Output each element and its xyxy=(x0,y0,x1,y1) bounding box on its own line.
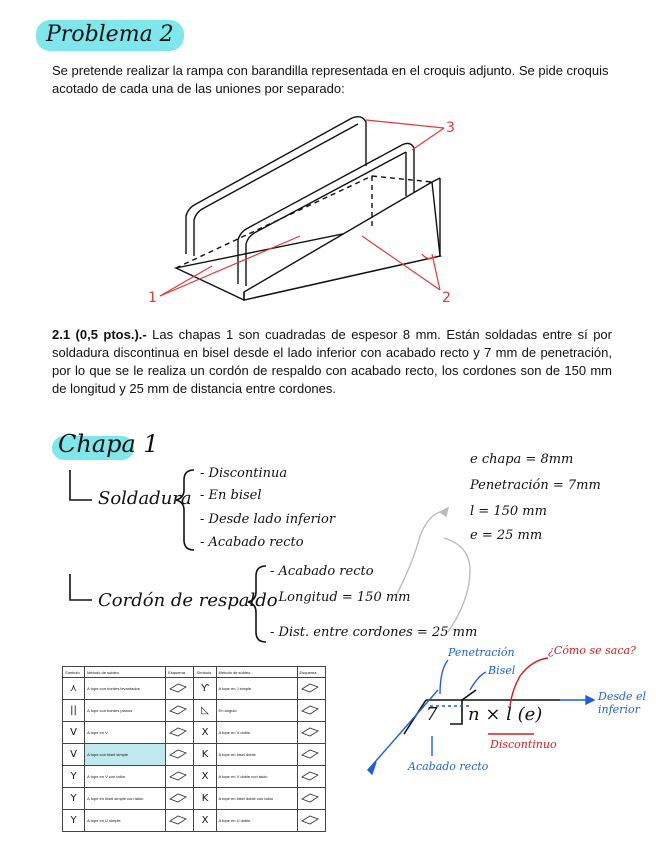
header-scheme-1: Esquema xyxy=(166,667,194,678)
method-cell: A tope en J simple xyxy=(216,678,297,700)
como-annotation: ¿Cómo se saca? xyxy=(548,644,636,657)
symbol-formula: n × l (e) xyxy=(468,704,543,725)
soldadura-item-4: - Acabado recto xyxy=(200,535,304,550)
e-note: e = 25 mm xyxy=(470,528,543,543)
header-method-2: Método de soldeo xyxy=(216,667,297,678)
acabado-annotation: Acabado recto xyxy=(408,760,489,773)
chapa-heading: Chapa 1 xyxy=(58,430,159,458)
method-cell: A tope en V xyxy=(85,722,166,744)
soldadura-label: Soldadura xyxy=(98,488,192,509)
method-cell: A tope en U simple xyxy=(85,810,166,832)
method-cell: A tope en U doble xyxy=(216,810,297,832)
question-text: Las chapas 1 son cuadradas de espesor 8 mm. Están soldadas entre sí por soldadura discontinua en bisel desde el lado inferior con acabado recto y 7 mm de penetración, por lo que se le realiza un cordón de respaldo con acabado recto, los cordones son de 150 mm de longitud y 25 mm de distancia entre cordones. xyxy=(52,327,612,396)
scheme-cell xyxy=(166,788,194,810)
label-2: 2 xyxy=(442,290,451,306)
penetracion-note: Penetración = 7mm xyxy=(470,478,601,493)
scheme-cell xyxy=(297,700,325,722)
discontinuo-annotation: Discontinuo xyxy=(490,738,557,751)
weld-symbols-table xyxy=(62,666,326,832)
header-symbol-1: Símbolo xyxy=(63,667,85,678)
scheme-cell xyxy=(166,678,194,700)
scheme-cell xyxy=(297,810,325,832)
cordon-label: Cordón de respaldo xyxy=(98,590,278,611)
symbol-cell: X xyxy=(194,722,216,744)
cordon-item-2: - Longitud = 150 mm xyxy=(270,590,411,605)
scheme-cell xyxy=(297,788,325,810)
symbol-cell: Ƴ xyxy=(194,678,216,700)
method-cell: A tope en bisel doble con talón xyxy=(216,788,297,810)
symbol-cell: Y xyxy=(63,788,85,810)
symbol-cell: X xyxy=(194,766,216,788)
label-3: 3 xyxy=(446,120,455,136)
symbol-cell: V xyxy=(63,744,85,766)
penetracion-annotation: Penetración xyxy=(448,646,515,659)
symbol-cell: || xyxy=(63,700,85,722)
table-row xyxy=(63,788,326,810)
table-row xyxy=(63,722,326,744)
page-title: Problema 2 xyxy=(36,20,184,51)
question-number: 2.1 (0,5 ptos.).- xyxy=(52,327,147,342)
bisel-annotation: Bisel xyxy=(488,664,516,677)
symbol-cell: K xyxy=(194,744,216,766)
method-cell: A tope en bisel simple con talón xyxy=(85,788,166,810)
header-scheme-2: Esquema xyxy=(297,667,325,678)
symbol-cell: Y xyxy=(63,810,85,832)
method-cell: A tope con bordes planos xyxy=(85,700,166,722)
header-symbol-2: Símbolo xyxy=(194,667,216,678)
soldadura-item-3: - Desde lado inferior xyxy=(200,512,336,527)
method-cell: A tope en bisel doble xyxy=(216,744,297,766)
symbol-number: 7 xyxy=(426,704,438,725)
scheme-cell xyxy=(166,766,194,788)
symbol-cell: V xyxy=(63,722,85,744)
table-row xyxy=(63,744,326,766)
scheme-cell xyxy=(297,678,325,700)
table-row xyxy=(63,810,326,832)
l-note: l = 150 mm xyxy=(470,504,547,519)
scheme-cell xyxy=(297,766,325,788)
scheme-cell xyxy=(166,744,194,766)
symbol-cell: Y xyxy=(63,766,85,788)
header-method-1: Método de soldeo xyxy=(85,667,166,678)
method-cell: A tope con bordes levantados xyxy=(85,678,166,700)
intro-text: Se pretende realizar la rampa con barandilla representada en el croquis adjunto. Se pide croquis acotado de cada una de las uniones por separado: xyxy=(52,63,609,96)
method-cell-highlighted: A tope con bisel simple xyxy=(85,744,166,766)
method-cell: A tope en V doble con talón xyxy=(216,766,297,788)
scheme-cell xyxy=(297,722,325,744)
method-cell: En ángulo xyxy=(216,700,297,722)
desde-annotation: Desde el inferior xyxy=(598,690,647,716)
symbol-cell: K xyxy=(194,788,216,810)
symbol-cell: ◺ xyxy=(194,700,216,722)
symbol-cell: ⋏ xyxy=(63,678,85,700)
scheme-cell xyxy=(166,700,194,722)
table-row xyxy=(63,700,326,722)
soldadura-item-2: - En bisel xyxy=(200,488,262,503)
scheme-cell xyxy=(297,744,325,766)
scheme-cell xyxy=(166,810,194,832)
e-chapa-note: e chapa = 8mm xyxy=(470,452,574,467)
label-1: 1 xyxy=(148,290,157,306)
scheme-cell xyxy=(166,722,194,744)
method-cell: A tope en V doble xyxy=(216,722,297,744)
soldadura-item-1: - Discontinua xyxy=(200,466,288,481)
method-cell: A tope en V con talón xyxy=(85,766,166,788)
table-row xyxy=(63,678,326,700)
symbol-cell: X xyxy=(194,810,216,832)
cordon-item-1: - Acabado recto xyxy=(270,564,374,579)
cordon-item-3: - Dist. entre cordones = 25 mm xyxy=(270,625,478,640)
table-row xyxy=(63,766,326,788)
table-header-row xyxy=(63,667,326,678)
